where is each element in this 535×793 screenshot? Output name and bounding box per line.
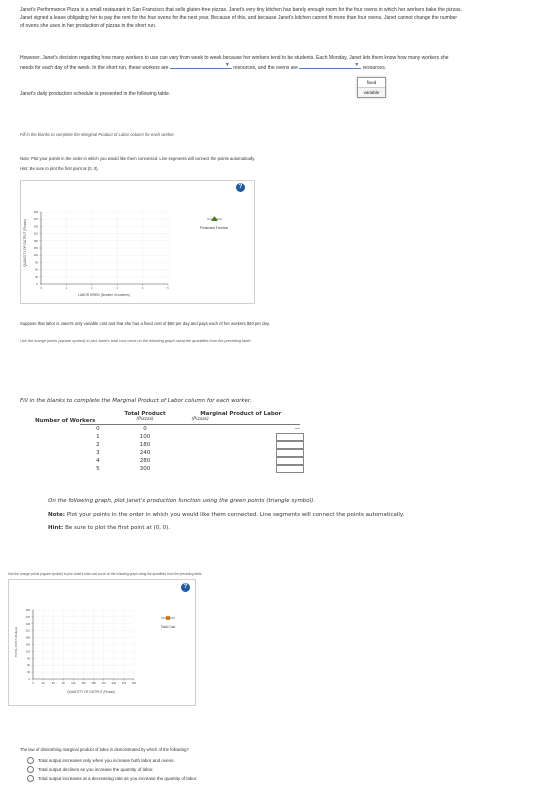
table-note-text: Plot your points in the order in which you would like them connected. Line segments will connect the points automatically. xyxy=(66,512,405,518)
cell-workers: 3 xyxy=(96,450,100,456)
cost-graph-svg[interactable] xyxy=(9,580,195,705)
cost-graph-grid xyxy=(33,610,134,679)
y-tick-label: 150 xyxy=(33,247,38,250)
help-icon[interactable]: ? xyxy=(181,583,190,592)
intro-paragraph-2 xyxy=(20,54,462,72)
y-tick-label: 120 xyxy=(25,650,30,654)
x-tick-label: 150 xyxy=(81,682,86,685)
resource-options-popup[interactable] xyxy=(357,77,386,98)
production-graph-grid xyxy=(41,212,168,284)
mp-input-5[interactable] xyxy=(276,465,304,473)
table-note: Note: Plot your points in the order in which you would like them connected. Line segments will connect the points automatically. xyxy=(48,512,405,518)
cell-mp-dash: — xyxy=(294,426,300,432)
y-tick-label: 240 xyxy=(25,622,30,626)
cell-total: 0 xyxy=(143,426,147,432)
chevron-down-icon: ▼ xyxy=(354,62,360,69)
x-tick-label: 270 xyxy=(121,682,127,685)
cell-total: 100 xyxy=(139,434,151,440)
x-tick-label: 1 xyxy=(65,287,68,290)
table-hint: Hint: Be sure to plot the first point at (0, 0). xyxy=(48,525,171,531)
col-total-product-title: Total Product xyxy=(124,410,166,417)
workers-resource-dropdown[interactable] xyxy=(170,62,232,69)
y-tick-label: 270 xyxy=(25,615,30,619)
cell-total: 180 xyxy=(139,442,151,448)
y-tick-label: 30 xyxy=(35,275,38,279)
cell-total: 280 xyxy=(139,458,151,464)
cost-assumption-text: Suppose that labor is Janet's only variable cost and that she has a fixed cost of $50 per day and pays each of her workers $40 per day. xyxy=(20,321,270,326)
y-tick-label: 0 xyxy=(36,283,38,286)
answer-option[interactable] xyxy=(27,774,197,783)
small-hint: Hint: Be sure to plot the first point at (0, 0). xyxy=(20,166,99,171)
intro-p2-text-b: resources, and the ovens are xyxy=(233,65,298,72)
col-header-marginal-product xyxy=(181,410,300,424)
production-graph-y-ticks xyxy=(34,210,41,286)
radio-button[interactable] xyxy=(27,766,34,773)
table-row xyxy=(22,433,300,441)
production-graph-y-label: QUANTITY OF OUTPUT (Pizzas) xyxy=(23,219,27,267)
option-fixed[interactable]: fixed xyxy=(358,78,385,88)
answer-options xyxy=(27,756,197,783)
x-tick-label: 0 xyxy=(40,287,42,290)
y-tick-label: 90 xyxy=(27,657,30,661)
graph-instruction: On the following graph, plot Janet's production function using the green points (triangle symbol). xyxy=(48,498,316,504)
cell-workers: 0 xyxy=(96,426,100,432)
intro-p2-text-c: resources. xyxy=(362,65,387,72)
x-tick-label: 3 xyxy=(116,287,118,290)
x-tick-label: 180 xyxy=(91,682,96,685)
answer-option[interactable] xyxy=(27,765,197,774)
col-total-product-unit: (Pizzas) xyxy=(136,417,154,422)
answer-option[interactable] xyxy=(27,756,197,765)
x-tick-label: 30 xyxy=(41,682,45,685)
y-tick-label: 30 xyxy=(27,671,30,675)
y-tick-label: 60 xyxy=(27,664,30,668)
x-tick-label: 2 xyxy=(91,287,93,290)
production-graph-x-label: LABOR HIRED (Number of workers) xyxy=(78,293,130,297)
x-tick-label: 240 xyxy=(111,682,116,685)
x-tick-label: 4 xyxy=(141,287,144,290)
help-icon[interactable]: ? xyxy=(236,183,245,192)
col-mp-unit: (Pizzas) xyxy=(191,417,209,422)
table-row xyxy=(22,465,300,473)
x-tick-label: 120 xyxy=(71,682,76,685)
y-tick-label: 300 xyxy=(25,609,30,612)
small-note: Note: Plot your points in the order in which you would like them connected. Line segments will connect the points automatically. xyxy=(20,156,256,161)
y-tick-label: 60 xyxy=(35,268,38,272)
production-graph-legend: Production Function xyxy=(199,226,229,230)
mp-input-1[interactable] xyxy=(276,433,304,441)
y-tick-label: 180 xyxy=(33,239,38,243)
y-tick-label: 150 xyxy=(25,643,30,647)
production-graph-panel xyxy=(20,180,255,304)
answer-option-text: Total output increases only when you increase both labor and ovens. xyxy=(38,758,175,763)
intro-paragraph-1: Janet's Performance Pizza is a small restaurant in San Francisco that sells gluten-free pizzas. Janet's very tiny kitchen has barely enough room for the four ovens in which her workers bake the pizzas. Janet signed a lease obligating her to pay the rent for the four ovens for the next year. Because of this, and because Janet's kitchen cannot fit more than four ovens, Janet cannot change the number of ovens she uses in her production of pizzas in the short run. xyxy=(20,7,462,30)
radio-button[interactable] xyxy=(27,757,34,764)
table-row xyxy=(22,425,300,433)
cell-total: 300 xyxy=(139,466,151,472)
answer-option-text: Total output declines as you increase the quantity of labor. xyxy=(38,767,154,772)
table-row xyxy=(22,441,300,449)
x-tick-label: 60 xyxy=(51,682,55,685)
table-row xyxy=(22,449,300,457)
x-tick-label: 300 xyxy=(131,682,137,685)
intro-p2-text-a: However, Janet's decision regarding how many workers to use can vary from week to week because her workers tend to be students. Each Monday, Janet lets them know how many workers she needs for each day of the week. In the short run, these workers are xyxy=(20,55,449,72)
y-tick-label: 210 xyxy=(33,232,38,236)
production-table xyxy=(22,410,300,473)
y-tick-label: 240 xyxy=(33,225,38,229)
question-prompt: The law of diminishing marginal product of labor is demonstrated by which of the following? xyxy=(20,747,189,752)
answer-option-text: Total output increases at a decreasing rate as you increase the quantity of labor. xyxy=(38,776,198,781)
small-fill-instruction: Fill in the blanks to complete the Marginal Product of Labor column for each worker. xyxy=(20,132,175,137)
production-graph-svg[interactable] xyxy=(21,181,254,303)
radio-button[interactable] xyxy=(27,775,34,782)
cost-graph-x-ticks xyxy=(32,679,136,685)
cost-graph-y-label: TOTAL COST (Dollars) xyxy=(14,626,18,658)
x-tick-label: 5 xyxy=(167,287,169,290)
cost-graph-x-label: QUANTITY OF OUTPUT (Pizzas) xyxy=(67,690,115,694)
x-tick-label: 0 xyxy=(32,682,34,685)
mp-input-2[interactable] xyxy=(276,441,304,449)
cell-workers: 4 xyxy=(96,458,100,464)
table-row xyxy=(22,457,300,465)
col-header-workers: Number of Workers xyxy=(35,417,96,424)
production-graph-x-ticks xyxy=(40,284,169,290)
cell-workers: 2 xyxy=(96,442,100,448)
y-tick-label: 270 xyxy=(33,218,38,222)
y-tick-label: 120 xyxy=(33,254,38,258)
production-function-triangle-icon[interactable] xyxy=(211,216,218,221)
mp-input-3[interactable] xyxy=(276,449,304,457)
cell-workers: 1 xyxy=(96,434,100,440)
y-tick-label: 90 xyxy=(35,261,38,265)
cost-graph-y-ticks xyxy=(26,608,33,681)
y-tick-label: 180 xyxy=(25,636,30,640)
cell-total: 240 xyxy=(139,450,151,456)
table-fill-instruction: Fill in the blanks to complete the Marginal Product of Labor column for each worker. xyxy=(20,398,252,404)
x-tick-label: 90 xyxy=(61,682,65,685)
intro-paragraph-3: Janet's daily production schedule is presented in the following table. xyxy=(20,91,171,97)
y-tick-label: 210 xyxy=(25,629,30,633)
cost-graph-instruction: Use the orange points (square symbol) to plot Janet's total cost curve on the following graph using the quantities from the preceding table. xyxy=(8,572,203,576)
ovens-resource-dropdown[interactable] xyxy=(299,62,361,69)
mp-input-4[interactable] xyxy=(276,457,304,465)
y-tick-label: 300 xyxy=(33,211,38,214)
y-tick-label: 0 xyxy=(28,678,30,681)
x-tick-label: 210 xyxy=(101,682,106,685)
option-variable[interactable]: variable xyxy=(363,90,380,95)
cost-graph-panel xyxy=(8,579,196,706)
small-cost-instruction: Use the orange points (square symbol) to plot Janet's total cost curve on the following graph using the quantities from the preceding table. xyxy=(20,339,252,343)
chevron-down-icon: ▼ xyxy=(224,62,230,69)
col-mp-title: Marginal Product of Labor xyxy=(200,410,282,417)
table-hint-text: Be sure to plot the first point at (0, 0). xyxy=(65,525,171,531)
col-header-total-product xyxy=(109,410,182,424)
cell-workers: 5 xyxy=(96,466,100,472)
cost-graph-legend: Total Cost xyxy=(160,625,176,629)
